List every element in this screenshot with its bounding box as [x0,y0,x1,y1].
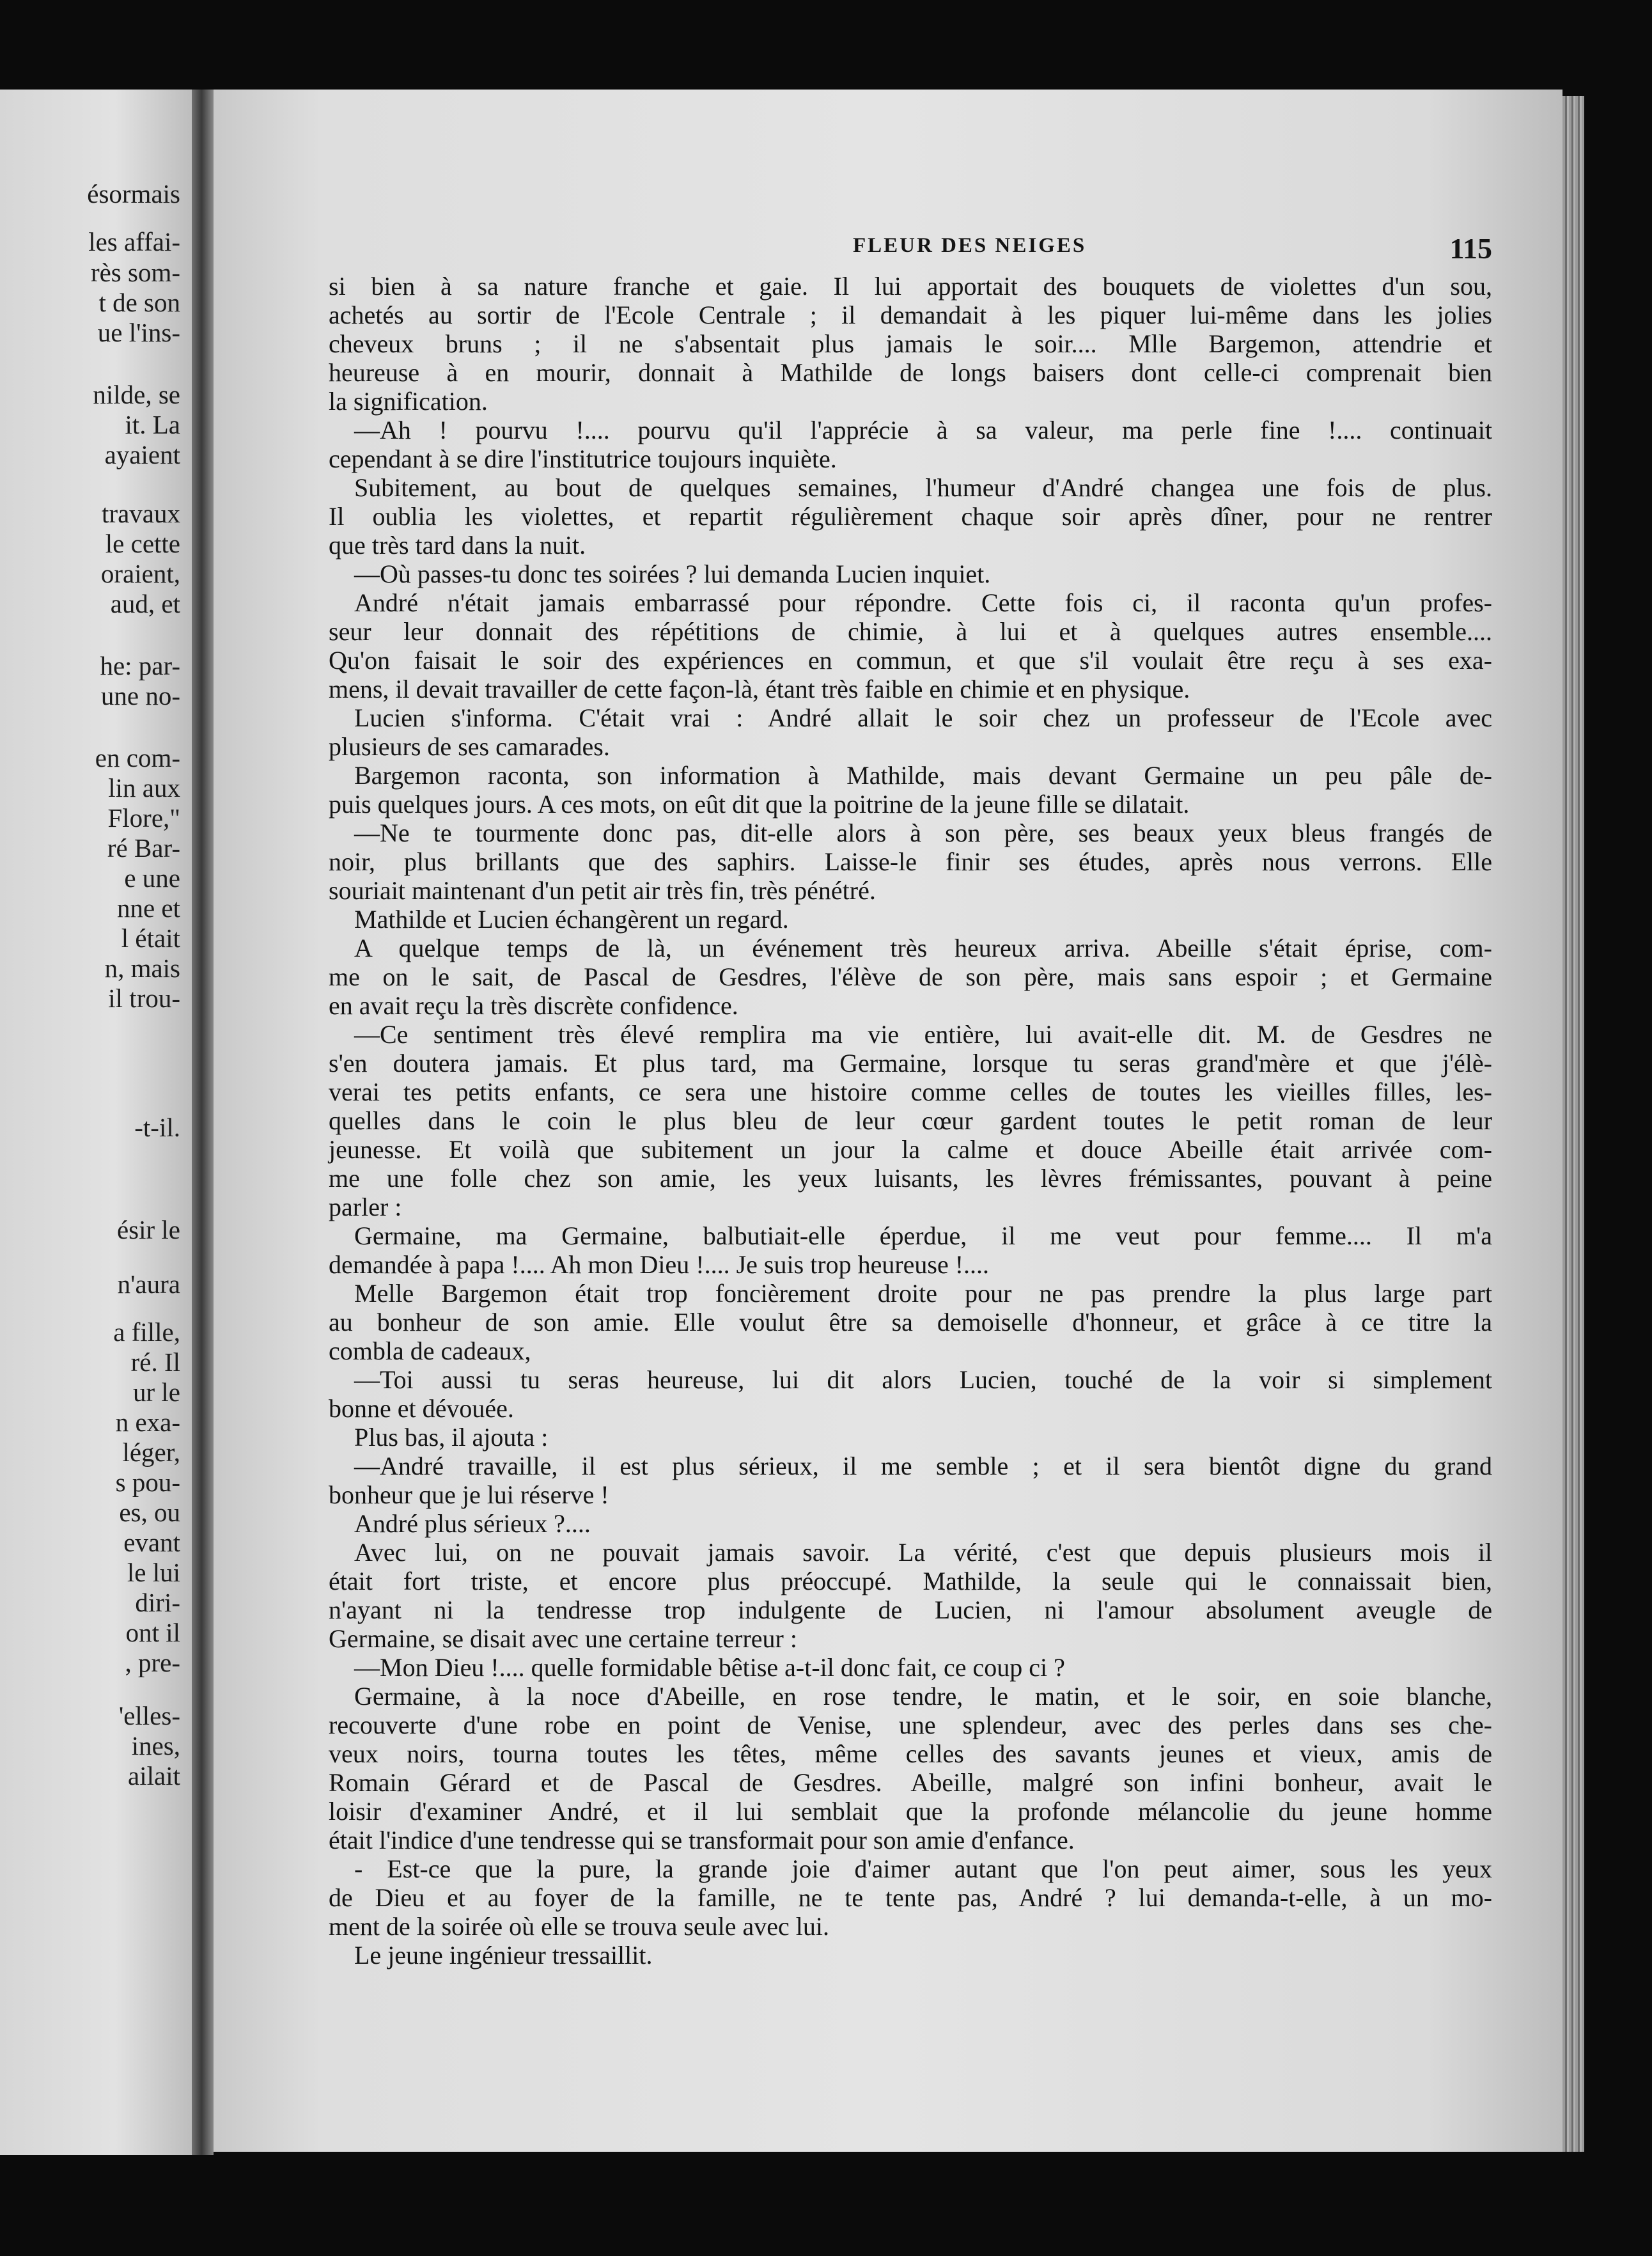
previous-page-line: nilde, se [93,380,180,409]
text-line: quelles dans le coin le plus bleu de leur cœur gardent toutes le petit roman de leur [329,1106,1492,1135]
book-page [214,90,1562,2152]
text-line: puis quelques jours. A ces mots, on eût dit que la poitrine de la jeune fille se dilatait. [329,790,1190,819]
text-line: - Est-ce que la pure, la grande joie d'aimer autant que l'on peut aimer, sous les yeux [354,1854,1492,1883]
previous-page-line: rès som- [90,258,180,287]
text-line: en avait reçu la très discrète confidence. [329,991,738,1020]
previous-page-line: ailait [128,1761,180,1790]
text-line: si bien à sa nature franche et gaie. Il lui apportait des bouquets de violettes d'un sou, [329,272,1492,301]
text-line: demandée à papa !.... Ah mon Dieu !.... Je suis trop heureuse !.... [329,1250,990,1279]
text-line: que très tard dans la nuit. [329,531,586,560]
text-line: Melle Bargemon était trop foncièrement droite pour ne pas prendre la plus large part [354,1279,1492,1308]
previous-page-line: ur le [133,1377,180,1407]
previous-page-line: , pre- [125,1648,180,1677]
previous-page-line: es, ou [119,1498,180,1527]
text-line: de Dieu et au foyer de la famille, ne te tente pas, André ? lui demanda-t-elle, à un mo- [329,1883,1492,1912]
text-line: noir, plus brillants que des saphirs. Laisse-le finir ses études, après nous verrons. Elle [329,847,1492,876]
previous-page-line: n'aura [117,1269,180,1299]
text-line: souriait maintenant d'un petit air très fin, très pénétré. [329,876,876,905]
previous-page-line: ont il [125,1618,180,1647]
text-line: ment de la soirée où elle se trouva seule avec lui. [329,1912,830,1941]
text-line: recouverte d'une robe en point de Venise, une splendeur, avec des perles dans ses che- [329,1711,1492,1739]
text-line: Il oublia les violettes, et repartit régulièrement chaque soir après dîner, pour ne rentrer [329,502,1492,531]
text-line: Romain Gérard et de Pascal de Gesdres. Abeille, malgré son infini bonheur, avait le [329,1768,1492,1797]
text-line: plusieurs de ses camarades. [329,732,610,761]
text-line: n'ayant ni la tendresse trop indulgente de Lucien, ni l'amour absolument aveugle de [329,1595,1492,1624]
body-text [329,272,1492,1970]
previous-page-line: ue l'ins- [97,318,180,347]
previous-page-line: ré Bar- [107,833,180,863]
text-line: achetés au sortir de l'Ecole Centrale ; il demandait à les piquer lui-même dans les jolies [329,301,1492,329]
text-line: bonne et dévouée. [329,1394,514,1423]
previous-page-line: oraient, [100,559,180,588]
running-head-title: FLEUR DES NEIGES [853,234,1087,257]
text-line: Germaine, se disait avec une certaine terreur : [329,1624,797,1653]
page-stack-edge [1562,96,1584,2152]
text-line: A quelque temps de là, un événement très heureux arriva. Abeille s'était éprise, com- [354,934,1492,962]
running-head [322,231,1492,270]
text-line: heureuse à en mourir, donnait à Mathilde de longs baisers dont celle-ci comprenait bien [329,358,1492,387]
previous-page-line: n exa- [115,1407,180,1437]
previous-page-line: le cette [105,529,180,558]
page-number: 115 [1449,232,1492,265]
text-line: Subitement, au bout de quelques semaines, l'humeur d'André changea une fois de plus. [354,473,1492,502]
previous-page-line: aud, et [110,589,180,618]
text-line: —Ah ! pourvu !.... pourvu qu'il l'apprécie à sa valeur, ma perle fine !.... continuait [354,416,1492,444]
text-line: jeunesse. Et voilà que subitement un jour la calme et douce Abeille était arrivée com- [329,1135,1492,1164]
text-line: Mathilde et Lucien échangèrent un regard. [354,905,789,934]
text-line: cependant à se dire l'institutrice toujours inquiète. [329,444,837,473]
previous-page-line: -t-il. [134,1113,180,1142]
previous-page-line: ines, [131,1731,180,1760]
text-line: Avec lui, on ne pouvait jamais savoir. La vérité, c'est que depuis plusieurs mois il [354,1538,1492,1567]
text-line: cheveux bruns ; il ne s'absentait plus jamais le soir.... Mlle Bargemon, attendrie et [329,329,1492,358]
previous-page-line: he: par- [100,651,180,680]
previous-page-line: le lui [127,1558,180,1587]
text-line: parler : [329,1193,402,1221]
previous-page-line: ré. Il [130,1347,180,1377]
text-line: Plus bas, il ajouta : [354,1423,549,1452]
text-line: —Mon Dieu !.... quelle formidable bêtise a-t-il donc fait, ce coup ci ? [354,1653,1065,1682]
text-line: seur leur donnait des répétitions de chimie, à lui et à quelques autres ensemble.... [329,617,1492,646]
previous-page-line: les affai- [88,227,180,256]
text-line: —Toi aussi tu seras heureuse, lui dit alors Lucien, touché de la voir si simplement [354,1365,1492,1394]
text-line: mens, il devait travailler de cette façon-là, étant très faible en chimie et en physique. [329,675,1190,703]
previous-page-line: Flore," [107,803,180,833]
text-line: me on le sait, de Pascal de Gesdres, l'élève de son père, mais sans espoir ; et Germaine [329,962,1492,991]
previous-page-line: une no- [100,681,180,710]
previous-page-line: lin aux [108,773,180,803]
previous-page-line: ésormais [87,179,180,208]
text-line: André plus sérieux ?.... [354,1509,591,1538]
text-line: loisir d'examiner André, et il lui semblait que la profonde mélancolie du jeune homme [329,1797,1492,1826]
book-gutter [192,90,214,2155]
text-line: Germaine, à la noce d'Abeille, en rose tendre, le matin, et le soir, en soie blanche, [354,1682,1492,1711]
previous-page-line: evant [123,1528,180,1557]
text-line: au bonheur de son amie. Elle voulut être sa demoiselle d'honneur, et grâce à ce titre la [329,1308,1492,1336]
previous-page-line: n, mais [104,953,180,983]
text-line: s'en doutera jamais. Et plus tard, ma Germaine, lorsque tu seras grand'mère et que j'élè- [329,1049,1492,1077]
text-line: Lucien s'informa. C'était vrai : André allait le soir chez un professeur de l'Ecole avec [354,703,1492,732]
text-line: Germaine, ma Germaine, balbutiait-elle éperdue, il me veut pour femme.... Il m'a [354,1221,1492,1250]
previous-page-line: il trou- [108,983,180,1013]
previous-page-line: a fille, [113,1317,180,1347]
text-line: était fort triste, et encore plus préoccupé. Mathilde, la seule qui le connaissait bien, [329,1567,1492,1595]
text-line: la signification. [329,387,488,416]
previous-page-line: travaux [102,499,180,528]
text-line: Qu'on faisait le soir des expériences en commun, et que s'il voulait être reçu à ses exa- [329,646,1492,675]
text-line: verai tes petits enfants, ce sera une histoire comme celles de toutes les vieilles filles, les- [329,1077,1492,1106]
text-line: —André travaille, il est plus sérieux, il me semble ; et il sera bientôt digne du grand [354,1452,1492,1480]
text-line: André n'était jamais embarrassé pour répondre. Cette fois ci, il raconta qu'un profes- [354,588,1492,617]
text-line: veux noirs, tourna toutes les têtes, même celles des savants jeunes et vieux, amis de [329,1739,1492,1768]
previous-page-line: l était [121,923,180,953]
text-line: —Où passes-tu donc tes soirées ? lui demanda Lucien inquiet. [354,560,991,588]
previous-page-line: ésir le [116,1215,180,1244]
text-line: —Ne te tourmente donc pas, dit-elle alors à son père, ses beaux yeux bleus frangés de [354,819,1492,847]
previous-page-line: nne et [116,893,180,923]
previous-page-line: en com- [95,743,180,772]
text-line: Bargemon raconta, son information à Mathilde, mais devant Germaine un peu pâle de- [354,761,1492,790]
previous-page-line: léger, [122,1437,180,1467]
previous-page-line: e une [124,863,180,893]
previous-page-line: t de son [98,288,180,317]
text-line: était l'indice d'une tendresse qui se transformait pour son amie d'enfance. [329,1826,1075,1854]
previous-page-line: s pou- [115,1468,180,1497]
previous-page-line: ayaient [104,440,180,469]
text-line: Le jeune ingénieur tressaillit. [354,1941,653,1970]
text-line: me une folle chez son amie, les yeux luisants, les lèvres frémissantes, pouvant à peine [329,1164,1492,1193]
previous-page-line: diri- [135,1588,180,1617]
text-line: bonheur que je lui réserve ! [329,1480,609,1509]
previous-page [0,90,192,2155]
previous-page-line: it. La [125,410,180,439]
text-line: combla de cadeaux, [329,1336,531,1365]
previous-page-line: 'elles- [118,1701,180,1730]
text-line: —Ce sentiment très élevé remplira ma vie entière, lui avait-elle dit. M. de Gesdres ne [354,1020,1492,1049]
